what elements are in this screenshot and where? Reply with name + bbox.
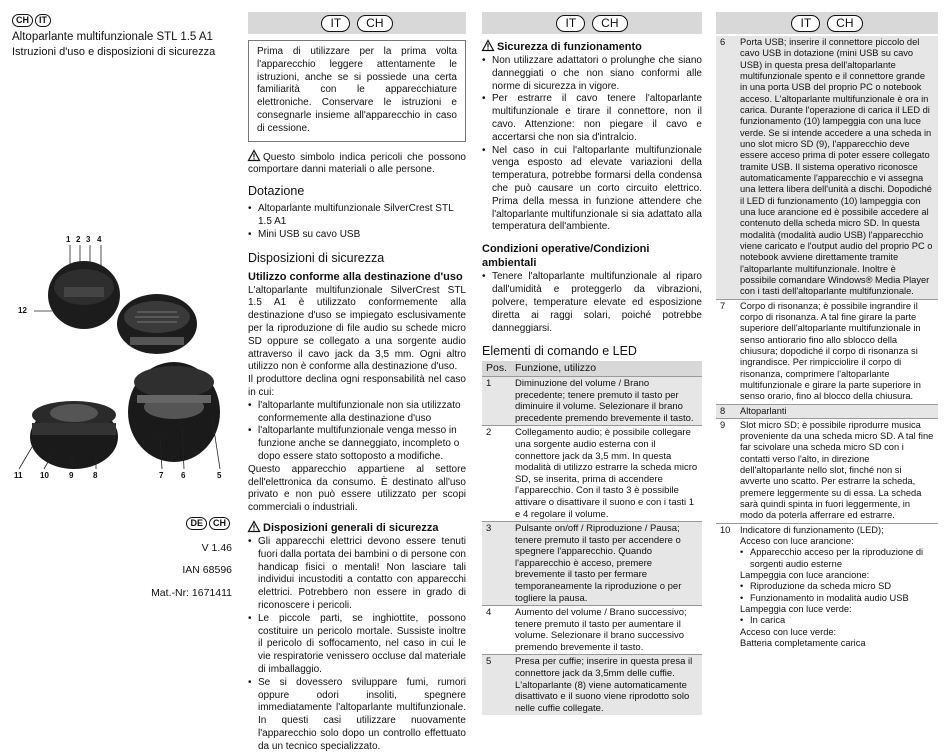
list-item: • Apparecchio acceso per la riproduzione di sorgenti audio esterne [740,547,934,570]
table-row [716,523,938,650]
paragraph: L'altoparlante multifunzionale SilverCrest STL 1.5 A1 è utilizzato conformemente alla destinazione d'uso se impiegato esclusivamente per la riproduzione di file audio su schede micro SD oppure se collegato a una sorgente audio attraverso il cavo jack da 3,5 mm. Ogni altro utilizzo non è conforme alla destinazione d'uso. [248,284,466,373]
list-item: • Le piccole parti, se inghiottite, possono costituire un pericolo mortale. Sussiste inoltre il pericolo di soffocamento, nel caso in cui le vie respiratorie venissero occluse dal materiale di imballaggio. [248,613,466,677]
product-subtitle: Istruzioni d'uso e disposizioni di sicurezza [12,45,216,58]
general-safety-list [248,536,466,754]
controls-table-continued [716,36,938,650]
callout-label: 3 [86,235,91,244]
subsection-heading [482,40,702,54]
list-item: • Tenere l'altoparlante multifunzionale al riparo dall'umidità e proteggerlo da vibrazioni, polvere, temperature elevate ed esposizione diretta ai raggi solari, poiché potrebbe danneggiarsi. [482,271,702,335]
table-row [482,426,702,522]
table-row [716,299,938,404]
version-label: V 1.46 [201,541,232,554]
country-code: CH [827,15,862,32]
intro-box: Prima di utilizzare per la prima volta l'apparecchio leggere attentamente le istruzioni, anche se si possiede una certa familiarità con le apparecchiature elettroniche. Conservare le istruzioni e consegnarle insieme all'apparecchio in caso di cessione. [248,40,466,142]
callout-label: 6 [181,471,186,480]
table-header-cell: Pos. [482,361,511,376]
list-item: • Mini USB su cavo USB [248,229,466,242]
table-cell: 4 [482,606,511,655]
table-cell: 1 [482,377,511,426]
led-state-list [740,547,934,570]
column-safety [248,12,466,752]
table-cell: 8 [716,404,736,418]
country-code: CH [12,14,33,27]
callout-label: 8 [93,471,98,480]
language-header [482,12,702,34]
subsection-heading: Utilizzo conforme alla destinazione d'uso [248,270,463,283]
callout-label: 12 [18,306,27,315]
led-state-list [740,615,934,626]
callout-label: 11 [14,471,23,480]
country-code: IT [556,15,585,32]
led-state-label: Lampeggia con luce verde: [740,604,852,615]
table-cell: Collegamento audio; è possibile collegare una sorgente audio esterna con il connettore jack da 3,5 mm. In questa modalità di utilizzo estrarre la scheda micro SD, se inserita, prima di accendere l'apparecchio. Con il tasto 3 è possibile attivare o disattivare il suono e con i tasti 1 e 4 regolare il volume. [511,426,702,522]
callout-label: 4 [97,235,102,244]
country-code: CH [357,15,392,32]
table-cell: 3 [482,522,511,606]
led-state-text: Batteria completamente carica [740,638,866,649]
callout-label: 1 [66,235,71,244]
table-cell: 6 [716,36,736,299]
list-item: • Gli apparecchi elettrici devono essere tenuti fuori dalla portata dei bambini o di persone con handicap fisici o mentali! Non lasciare tali individui incustoditi a contatto con apparecchi elettrici. Potrebbero non essere in grado di riconoscere i pericoli. [248,536,466,613]
table-cell: Presa per cuffie; inserire in questa presa il connettore jack da 3,5mm delle cuffie. L'altoparlante (8) viene automaticamente disattivato e il suono viene riprodotto solo nelle cuffie collegate. [511,655,702,715]
led-state-label: Acceso con luce arancione: [740,536,854,547]
led-state-label: Lampeggia con luce arancione: [740,570,870,581]
subsection-heading [248,521,466,535]
callout-label: 2 [76,235,81,244]
column-controls-continued [716,12,938,648]
list-item: • Nel caso in cui l'altoparlante multifunzionale venga esposto ad elevate variazioni della temperatura, potrebbe formarsi della condensa che può causare un corto circuito elettrico. Prima della messa in funzione attendere che l'altoparlante multifunzionale si sia adattato alla temperatura dell'ambiente. [482,145,702,235]
table-cell: Altoparlanti [736,404,938,418]
table-cell: Diminuzione del volume / Brano precedente; tenere premuto il tasto per diminuire il volume. Selezionare il brano precedente premendo brevemente il tasto. [511,377,702,426]
list-item: • In carica [740,615,934,626]
operation-safety-list [482,55,702,234]
led-title: Indicatore di funzionamento (LED); [740,524,884,535]
list-item: • l'altoparlante multifunzionale non sia utilizzato conformemente alla destinazione d'uso [248,400,466,426]
table-cell: Porta USB; inserire il connettore piccolo del cavo USB in dotazione (mini USB su cavo USB) in questa presa dell'altoparlante multifunzionale spento e il connettore grande in una porta USB del proprio PC o notebook acceso. L'altoparlante multifunzionale è ora in carica. Durante l'operazione di carica il LED di funzionamento (10) lampeggia con una luce verde. Se si intende accedere a una scheda in uno slot micro SD (9), l'apparecchio deve essere acceso prima di poter essere collegato tramite USB. Il sistema operativo riconosce automaticamente l'apparecchio e vi assegna una lettera libera dell'unità a dischi. Dopodiché il LED di funzionamento (10) lampeggia con una luce arancione ed è possibile accedere al contenuto della scheda micro SD. In questa modalità (modalità audio USB) l'apparecchio viene caricato e l'output audio del proprio PC o notebook avviene direttamente tramite l'altoparlante multifunzionale. Inoltre è possibile comandare Windows® Media Player con i tasti dell'altoparlante multifunzionale. [736,36,938,299]
table-row [482,655,702,715]
mat-nr-label: Mat.-Nr: 1671411 [151,586,232,599]
table-cell: 5 [482,655,511,715]
callout-label: 7 [159,471,164,480]
country-code: CH [209,517,230,530]
led-state-list [740,581,934,604]
list-item: • Per estrarre il cavo tenere l'altoparlante multifunzionale e tirare il connettore, non il cavo. Attenzione: non piegare il cavo e accertarsi che non sia d'intralcio. [482,93,702,144]
section-heading: Disposizioni di sicurezza [248,250,385,265]
callout-label: 9 [69,471,74,480]
subsection-heading-text: Sicurezza di funzionamento [497,41,642,53]
ian-label: IAN 68596 [182,564,232,577]
table-row [482,606,702,655]
conditions-list [482,271,702,335]
section-heading: Dotazione [248,184,305,199]
dotazione-list [248,203,466,241]
column-cover [12,12,234,648]
list-item: • Riproduzione da scheda micro SD [740,581,934,592]
subsection-heading: Condizioni operative/Condizioni ambientali [482,243,650,270]
country-code: IT [321,15,350,32]
paragraph: Il produttore declina ogni responsabilità nel caso in cui: [248,374,466,399]
section-heading: Elementi di comando e LED [482,344,637,359]
speaker-illustration [12,237,234,482]
table-row [716,404,938,418]
table-row [716,36,938,299]
version-block [151,517,232,601]
list-item: • Funzionamento in modalità audio USB [740,593,934,604]
callout-label: 5 [217,471,222,480]
paragraph: Questo apparecchio appartiene al settore dell'elettronica da consumo. È destinato all'uso privato e non può essere utilizzato per scopi commerciali o industriali. [248,463,466,514]
country-code: IT [791,15,820,32]
column-operation [482,12,702,714]
list-item: • Non utilizzare adattatori o prolunghe che siano danneggiati o che non siano conformi alle norme di sicurezza in vigore. [482,55,702,93]
list-item: • Altoparlante multifunzionale SilverCrest STL 1.5 A1 [248,203,466,229]
list-item: • l'altoparlante multifunzionale venga messo in funzione anche se danneggiato, incompleto o dopo essere stato sottoposto a modifiche. [248,425,466,463]
table-cell: 9 [716,418,736,523]
country-code: IT [35,14,51,27]
warning-symbol-text: Questo simbolo indica pericoli che possono comportare danni materiali o alle persone. [248,151,466,176]
table-header-cell: Funzione, utilizzo [511,361,702,376]
product-title: Altoparlante multifunzionale STL 1.5 A1 [12,30,213,43]
speaker-drawing [12,237,234,482]
table-row [482,377,702,426]
table-row [482,522,702,606]
country-badges-bottom [151,517,232,531]
table-row [716,418,938,523]
warning-icon [248,521,260,532]
callout-label: 10 [40,471,49,480]
table-cell: 7 [716,299,736,404]
table-cell: 2 [482,426,511,522]
country-code: DE [186,517,207,530]
country-code: CH [592,15,627,32]
table-cell: 10 [716,523,736,650]
led-state-label: Acceso con luce verde: [740,626,837,637]
warning-icon [248,150,260,161]
list-item: • Se si dovessero sviluppare fumi, rumori oppure odori insoliti, spegnere immediatamente l'altoparlante multifunzionale. In questi casi utilizzare nuovamente l'apparecchio solo dopo un controllo effettuato da un tecnico specializzato. [248,677,466,754]
language-header [716,12,938,34]
table-cell: Slot micro SD; è possibile riprodurre musica proveniente da una scheda micro SD. A tal fine far scivolare una scheda micro SD con i contatti verso l'alto, in direzione dell'altoparlante nello slot, finché non si avverte uno scatto. Per estrarre la scheda, premere leggermente su di essa. La scheda sarà quindi spinta in fuori leggermente, in modo da poterla afferrare ed estrarre. [736,418,938,523]
table-cell: Corpo di risonanza; è possibile ingrandire il corpo di risonanza. A tal fine girare la parte superiore dell'altoparlante multifunzionale in senso antiorario fino allo sblocco della chiusura; dopodiché il corpo di risonanza si ingrandisce. Per rimpicciolire il corpo di risonanza, comprimere l'altoparlante multifunzionale e girare la parte superiore in senso orario, fino al blocco della chiusura. [736,299,938,404]
language-header [248,12,466,34]
warning-icon [482,40,494,51]
table-cell: Aumento del volume / Brano successivo; tenere premuto il tasto per aumentare il volume. Selezionare il brano successivo premendo brevemente il tasto. [511,606,702,655]
controls-table [482,361,702,715]
warning-symbol-note [248,150,466,178]
table-cell: Pulsante on/off / Riproduzione / Pausa; tenere premuto il tasto per accendere o spegnere l'apparecchio. Quando l'apparecchio è acceso, premere brevemente il tasto per fermare temporaneamente la riproduzione o per togliere la pausa. [511,522,702,606]
subsection-heading-text: Disposizioni generali di sicurezza [263,521,439,534]
country-badges-top [12,14,234,28]
liability-list [248,400,466,464]
led-description-cell [736,523,938,650]
